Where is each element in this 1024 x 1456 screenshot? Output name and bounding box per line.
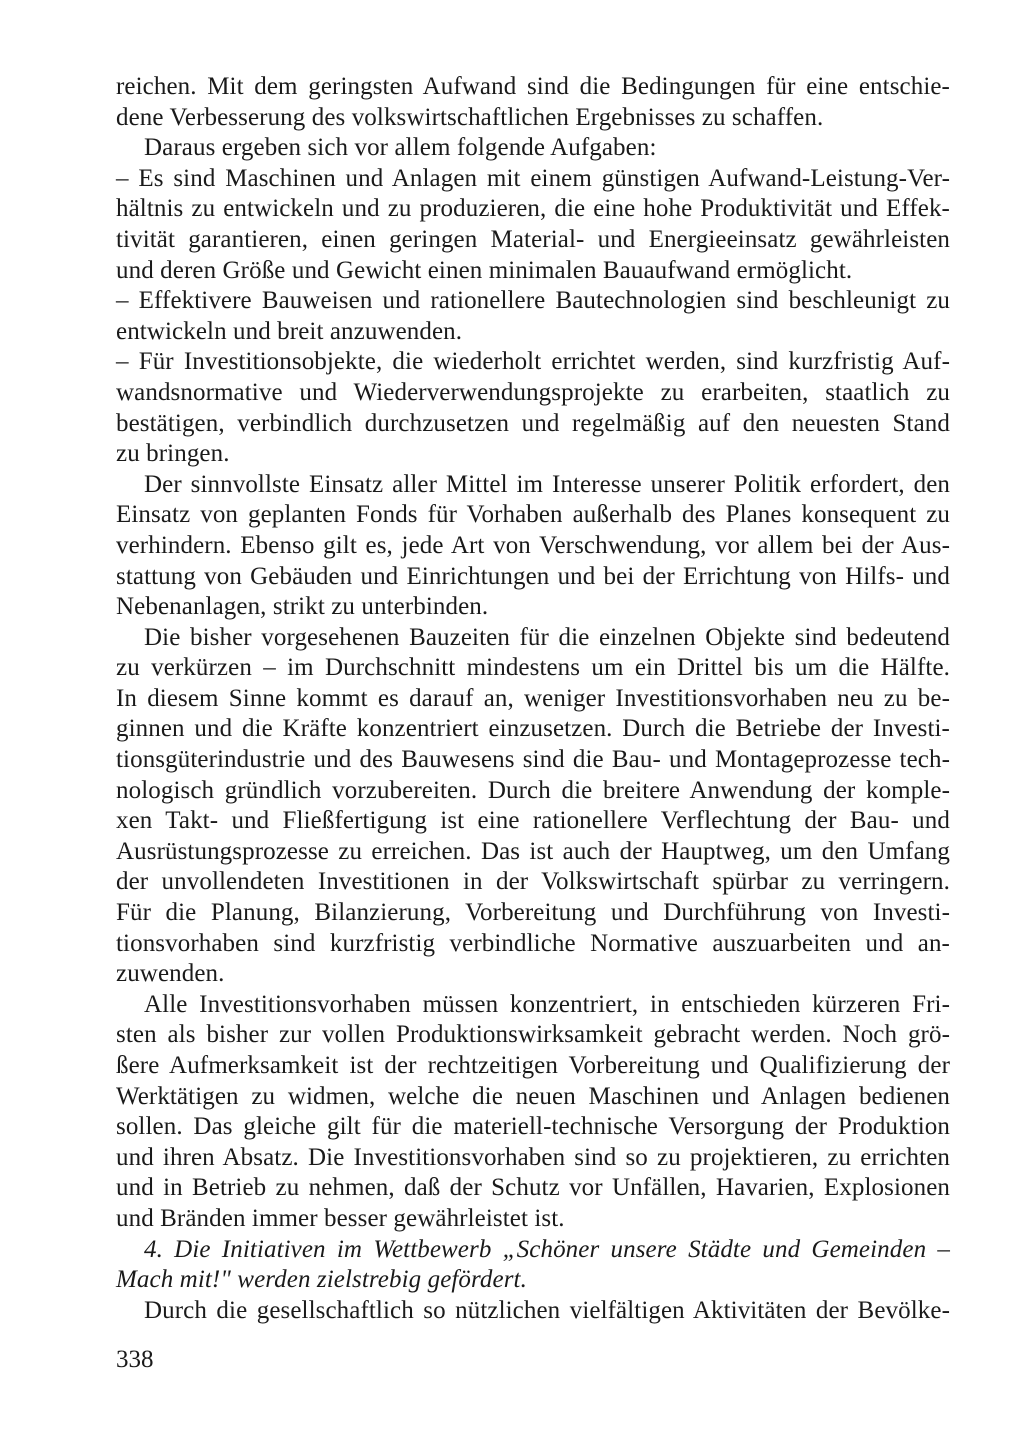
document-body — [116, 72, 950, 1326]
text-line: xen Takt- und Fließfertigung ist eine rationellere Verflechtung der Bau- und — [116, 807, 950, 835]
text-line: In diesem Sinne kommt es darauf an, weniger Investitionsvorhaben neu zu be- — [116, 684, 950, 712]
text-line: – Effektivere Bauweisen und rationellere Bautechnologien sind beschleunigt zu — [116, 287, 950, 315]
text-line: sollen. Das gleiche gilt für die materiell-technische Versorgung der Produktion — [116, 1113, 950, 1141]
text-line: tionsvorhaben sind kurzfristig verbindliche Normative auszuarbeiten und an- — [116, 929, 950, 957]
text-line: – Für Investitionsobjekte, die wiederholt errichtet werden, sind kurzfristig Auf- — [116, 348, 950, 376]
text-line: Der sinnvollste Einsatz aller Mittel im Interesse unserer Politik erfordert, den — [144, 470, 950, 498]
text-line: zuwenden. — [116, 960, 225, 988]
text-line: Ausrüstungsprozesse zu erreichen. Das ist auch der Hauptweg, um den Umfang — [116, 837, 950, 865]
text-line: ßere Aufmerksamkeit ist der rechtzeitigen Vorbereitung und Qualifizierung der — [116, 1052, 950, 1079]
text-line: tionsgüterindustrie und des Bauwesens sind die Bau- und Montageprozesse tech- — [116, 746, 950, 774]
text-line: verhindern. Ebenso gilt es, jede Art von Verschwendung, vor allem bei der Aus- — [116, 531, 950, 559]
text-line: und deren Größe und Gewicht einen minimalen Bauaufwand ermöglicht. — [116, 256, 853, 284]
text-line: der unvollendeten Investitionen in der Volkswirtschaft spürbar zu verringern. — [116, 868, 950, 896]
text-line: und in Betrieb zu nehmen, daß der Schutz vor Unfällen, Havarien, Explosionen — [116, 1174, 950, 1202]
text-line: tivität garantieren, einen geringen Material- und Energieeinsatz gewährleisten — [116, 225, 950, 253]
text-line: Nebenanlagen, strikt zu unterbinden. — [116, 593, 489, 621]
text-line: hältnis zu entwickeln und zu produzieren, die eine hohe Produktivität und Effek- — [116, 195, 950, 223]
text-line: reichen. Mit dem geringsten Aufwand sind die Bedingungen für eine entschie- — [116, 73, 950, 100]
text-line: zu bringen. — [116, 440, 230, 468]
text-line: wandsnormative und Wiederverwendungsprojekte zu erarbeiten, staatlich zu — [116, 378, 950, 406]
text-line: und ihren Absatz. Die Investitionsvorhaben sind so zu projektieren, zu errichten — [116, 1143, 950, 1171]
text-line: stattung von Gebäuden und Einrichtungen und bei der Errichtung von Hilfs- und — [116, 562, 950, 590]
section-heading-line: Mach mit!" werden zielstrebig gefördert. — [116, 1266, 527, 1294]
text-line: sten als bisher zur vollen Produktionswirksamkeit gebracht werden. Noch grö- — [116, 1021, 950, 1049]
page-number: 338 — [116, 1346, 154, 1373]
text-line: Einsatz von geplanten Fonds für Vorhaben außerhalb des Planes konsequent zu — [116, 501, 950, 529]
text-line: entwickeln und breit anzuwenden. — [116, 317, 463, 345]
text-line: Alle Investitionsvorhaben müssen konzentriert, in entschieden kürzeren Fri- — [144, 990, 950, 1018]
text-line: zu verkürzen – im Durchschnitt mindestens um ein Drittel bis um die Hälfte. — [116, 654, 950, 682]
text-line: – Es sind Maschinen und Anlagen mit einem günstigen Aufwand-Leistung-Ver- — [116, 164, 950, 192]
text-line: und Bränden immer besser gewährleistet ist. — [116, 1204, 565, 1232]
section-heading-line: 4. Die Initiativen im Wettbewerb „Schöner unsere Städte und Gemeinden – — [144, 1235, 950, 1263]
text-line: ginnen und die Kräfte konzentriert einzusetzen. Durch die Betriebe der Investi- — [116, 715, 950, 743]
text-line: Werktätigen zu widmen, welche die neuen Maschinen und Anlagen bedienen — [116, 1082, 950, 1110]
text-line: Die bisher vorgesehenen Bauzeiten für die einzelnen Objekte sind bedeutend — [144, 623, 950, 651]
text-line: Daraus ergeben sich vor allem folgende Aufgaben: — [144, 134, 657, 162]
text-line: nologisch gründlich vorzubereiten. Durch die breitere Anwendung der komple- — [116, 776, 950, 804]
text-line: Durch die gesellschaftlich so nützlichen vielfältigen Aktivitäten der Bevölke- — [144, 1296, 950, 1324]
text-line: bestätigen, verbindlich durchzusetzen und regelmäßig auf den neuesten Stand — [116, 409, 950, 437]
text-line: dene Verbesserung des volkswirtschaftlichen Ergebnisses zu schaffen. — [116, 103, 824, 131]
text-line: Für die Planung, Bilanzierung, Vorbereitung und Durchführung von Investi- — [116, 899, 950, 927]
